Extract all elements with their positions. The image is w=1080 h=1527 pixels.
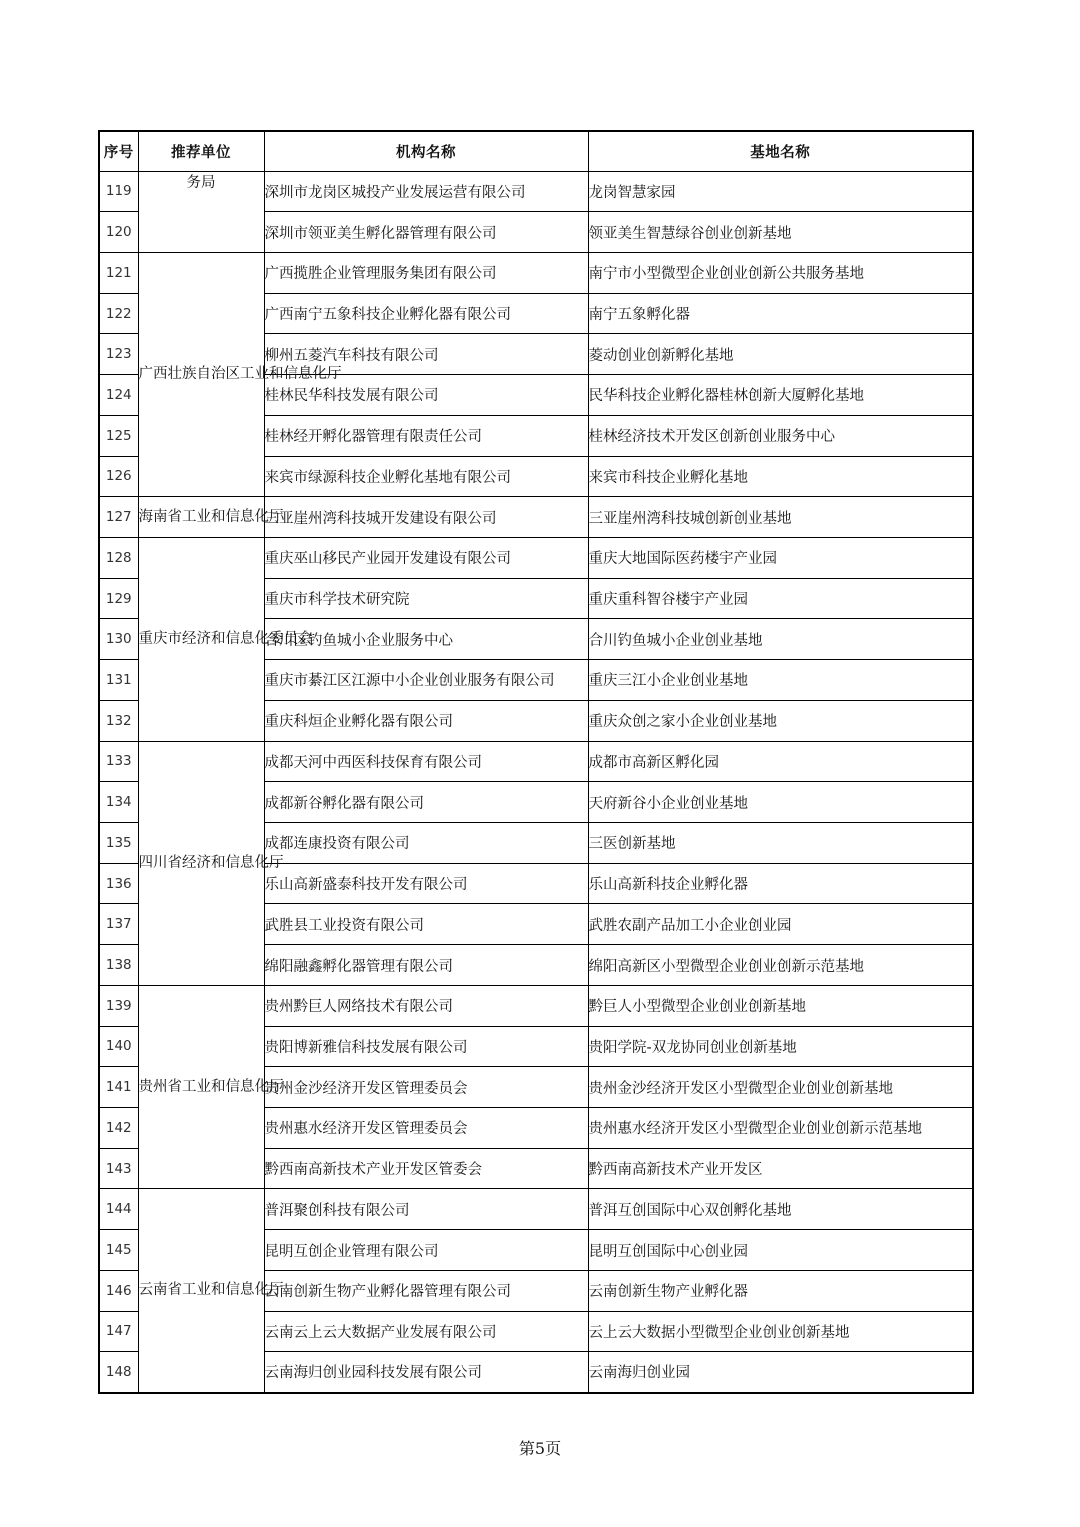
row-number: 122 bbox=[99, 293, 138, 334]
row-number: 147 bbox=[99, 1311, 138, 1352]
row-number: 145 bbox=[99, 1230, 138, 1271]
row-number: 123 bbox=[99, 334, 138, 375]
row-number: 137 bbox=[99, 904, 138, 945]
organization-name: 重庆科烜企业孵化器有限公司 bbox=[264, 700, 588, 741]
base-name: 成都市高新区孵化园 bbox=[588, 741, 973, 782]
organization-name: 广西揽胜企业管理服务集团有限公司 bbox=[264, 252, 588, 293]
row-number: 124 bbox=[99, 375, 138, 416]
header-num: 序号 bbox=[99, 131, 138, 171]
base-name: 黔西南高新技术产业开发区 bbox=[588, 1148, 973, 1189]
organization-name: 昆明互创企业管理有限公司 bbox=[264, 1230, 588, 1271]
row-number: 129 bbox=[99, 578, 138, 619]
organization-name: 云南云上云大数据产业发展有限公司 bbox=[264, 1311, 588, 1352]
organization-name: 广西南宁五象科技企业孵化器有限公司 bbox=[264, 293, 588, 334]
base-name: 重庆众创之家小企业创业基地 bbox=[588, 700, 973, 741]
organization-name: 云南海归创业园科技发展有限公司 bbox=[264, 1352, 588, 1393]
base-name: 贵州金沙经济开发区小型微型企业创业创新基地 bbox=[588, 1067, 973, 1108]
row-number: 125 bbox=[99, 415, 138, 456]
organization-name: 成都天河中西医科技保育有限公司 bbox=[264, 741, 588, 782]
row-number: 141 bbox=[99, 1067, 138, 1108]
organization-name: 深圳市领亚美生孵化器管理有限公司 bbox=[264, 212, 588, 253]
table-row bbox=[99, 171, 973, 212]
row-number: 120 bbox=[99, 212, 138, 253]
recommending-unit: 云南省工业和信息化厅 bbox=[138, 1189, 264, 1393]
recommending-unit: 重庆市经济和信息化委员会 bbox=[138, 537, 264, 741]
organization-name: 成都连康投资有限公司 bbox=[264, 823, 588, 864]
recommending-unit: 务局 bbox=[138, 171, 264, 252]
base-name: 乐山高新科技企业孵化器 bbox=[588, 863, 973, 904]
base-name: 云南海归创业园 bbox=[588, 1352, 973, 1393]
row-number: 121 bbox=[99, 252, 138, 293]
recommending-unit: 海南省工业和信息化厅 bbox=[138, 497, 264, 538]
organization-name: 重庆市科学技术研究院 bbox=[264, 578, 588, 619]
recommending-unit: 四川省经济和信息化厅 bbox=[138, 741, 264, 985]
base-name: 重庆重科智谷楼宇产业园 bbox=[588, 578, 973, 619]
organization-name: 三亚崖州湾科技城开发建设有限公司 bbox=[264, 497, 588, 538]
base-name: 黔巨人小型微型企业创业创新基地 bbox=[588, 985, 973, 1026]
base-name: 龙岗智慧家园 bbox=[588, 171, 973, 212]
header-org: 机构名称 bbox=[264, 131, 588, 171]
row-number: 131 bbox=[99, 660, 138, 701]
base-name: 天府新谷小企业创业基地 bbox=[588, 782, 973, 823]
base-name: 绵阳高新区小型微型企业创业创新示范基地 bbox=[588, 945, 973, 986]
table-row bbox=[99, 741, 973, 782]
base-name: 三亚崖州湾科技城创新创业基地 bbox=[588, 497, 973, 538]
organization-name: 重庆市綦江区江源中小企业创业服务有限公司 bbox=[264, 660, 588, 701]
organization-name: 贵阳博新雅信科技发展有限公司 bbox=[264, 1026, 588, 1067]
header-unit: 推荐单位 bbox=[138, 131, 264, 171]
organization-name: 成都新谷孵化器有限公司 bbox=[264, 782, 588, 823]
base-name: 桂林经济技术开发区创新创业服务中心 bbox=[588, 415, 973, 456]
organization-name: 黔西南高新技术产业开发区管委会 bbox=[264, 1148, 588, 1189]
base-name: 重庆三江小企业创业基地 bbox=[588, 660, 973, 701]
header-row bbox=[99, 131, 973, 171]
row-number: 136 bbox=[99, 863, 138, 904]
base-name: 普洱互创国际中心双创孵化基地 bbox=[588, 1189, 973, 1230]
organization-name: 合川区钓鱼城小企业服务中心 bbox=[264, 619, 588, 660]
organization-name: 绵阳融鑫孵化器管理有限公司 bbox=[264, 945, 588, 986]
organization-name: 贵州金沙经济开发区管理委员会 bbox=[264, 1067, 588, 1108]
base-name: 三医创新基地 bbox=[588, 823, 973, 864]
row-number: 119 bbox=[99, 171, 138, 212]
organization-name: 重庆巫山移民产业园开发建设有限公司 bbox=[264, 537, 588, 578]
row-number: 148 bbox=[99, 1352, 138, 1393]
organization-name: 普洱聚创科技有限公司 bbox=[264, 1189, 588, 1230]
row-number: 143 bbox=[99, 1148, 138, 1189]
base-name: 武胜农副产品加工小企业创业园 bbox=[588, 904, 973, 945]
base-name: 民华科技企业孵化器桂林创新大厦孵化基地 bbox=[588, 375, 973, 416]
table-row bbox=[99, 497, 973, 538]
row-number: 146 bbox=[99, 1270, 138, 1311]
incubator-table bbox=[98, 130, 974, 1394]
row-number: 142 bbox=[99, 1108, 138, 1149]
header-base: 基地名称 bbox=[588, 131, 973, 171]
table-body bbox=[99, 171, 973, 1393]
row-number: 135 bbox=[99, 823, 138, 864]
organization-name: 乐山高新盛泰科技开发有限公司 bbox=[264, 863, 588, 904]
row-number: 144 bbox=[99, 1189, 138, 1230]
recommending-unit: 广西壮族自治区工业和信息化厅 bbox=[138, 252, 264, 496]
table-row bbox=[99, 1189, 973, 1230]
organization-name: 贵州黔巨人网络技术有限公司 bbox=[264, 985, 588, 1026]
base-name: 合川钓鱼城小企业创业基地 bbox=[588, 619, 973, 660]
recommending-unit: 贵州省工业和信息化厅 bbox=[138, 985, 264, 1189]
row-number: 134 bbox=[99, 782, 138, 823]
base-name: 云南创新生物产业孵化器 bbox=[588, 1270, 973, 1311]
organization-name: 武胜县工业投资有限公司 bbox=[264, 904, 588, 945]
base-name: 贵阳学院-双龙协同创业创新基地 bbox=[588, 1026, 973, 1067]
table-row bbox=[99, 252, 973, 293]
base-name: 重庆大地国际医药楼宇产业园 bbox=[588, 537, 973, 578]
base-name: 南宁市小型微型企业创业创新公共服务基地 bbox=[588, 252, 973, 293]
table-header bbox=[99, 131, 973, 171]
organization-name: 贵州惠水经济开发区管理委员会 bbox=[264, 1108, 588, 1149]
row-number: 133 bbox=[99, 741, 138, 782]
row-number: 128 bbox=[99, 537, 138, 578]
base-name: 菱动创业创新孵化基地 bbox=[588, 334, 973, 375]
organization-name: 深圳市龙岗区城投产业发展运营有限公司 bbox=[264, 171, 588, 212]
base-name: 领亚美生智慧绿谷创业创新基地 bbox=[588, 212, 973, 253]
base-name: 昆明互创国际中心创业园 bbox=[588, 1230, 973, 1271]
table-row bbox=[99, 537, 973, 578]
row-number: 139 bbox=[99, 985, 138, 1026]
organization-name: 柳州五菱汽车科技有限公司 bbox=[264, 334, 588, 375]
base-name: 云上云大数据小型微型企业创业创新基地 bbox=[588, 1311, 973, 1352]
row-number: 138 bbox=[99, 945, 138, 986]
organization-name: 桂林民华科技发展有限公司 bbox=[264, 375, 588, 416]
row-number: 130 bbox=[99, 619, 138, 660]
organization-name: 桂林经开孵化器管理有限责任公司 bbox=[264, 415, 588, 456]
base-name: 来宾市科技企业孵化基地 bbox=[588, 456, 973, 497]
row-number: 127 bbox=[99, 497, 138, 538]
row-number: 140 bbox=[99, 1026, 138, 1067]
organization-name: 云南创新生物产业孵化器管理有限公司 bbox=[264, 1270, 588, 1311]
organization-name: 来宾市绿源科技企业孵化基地有限公司 bbox=[264, 456, 588, 497]
base-name: 南宁五象孵化器 bbox=[588, 293, 973, 334]
row-number: 132 bbox=[99, 700, 138, 741]
row-number: 126 bbox=[99, 456, 138, 497]
table-row bbox=[99, 985, 973, 1026]
page-number: 第5页 bbox=[518, 1439, 562, 1458]
base-name: 贵州惠水经济开发区小型微型企业创业创新示范基地 bbox=[588, 1108, 973, 1149]
